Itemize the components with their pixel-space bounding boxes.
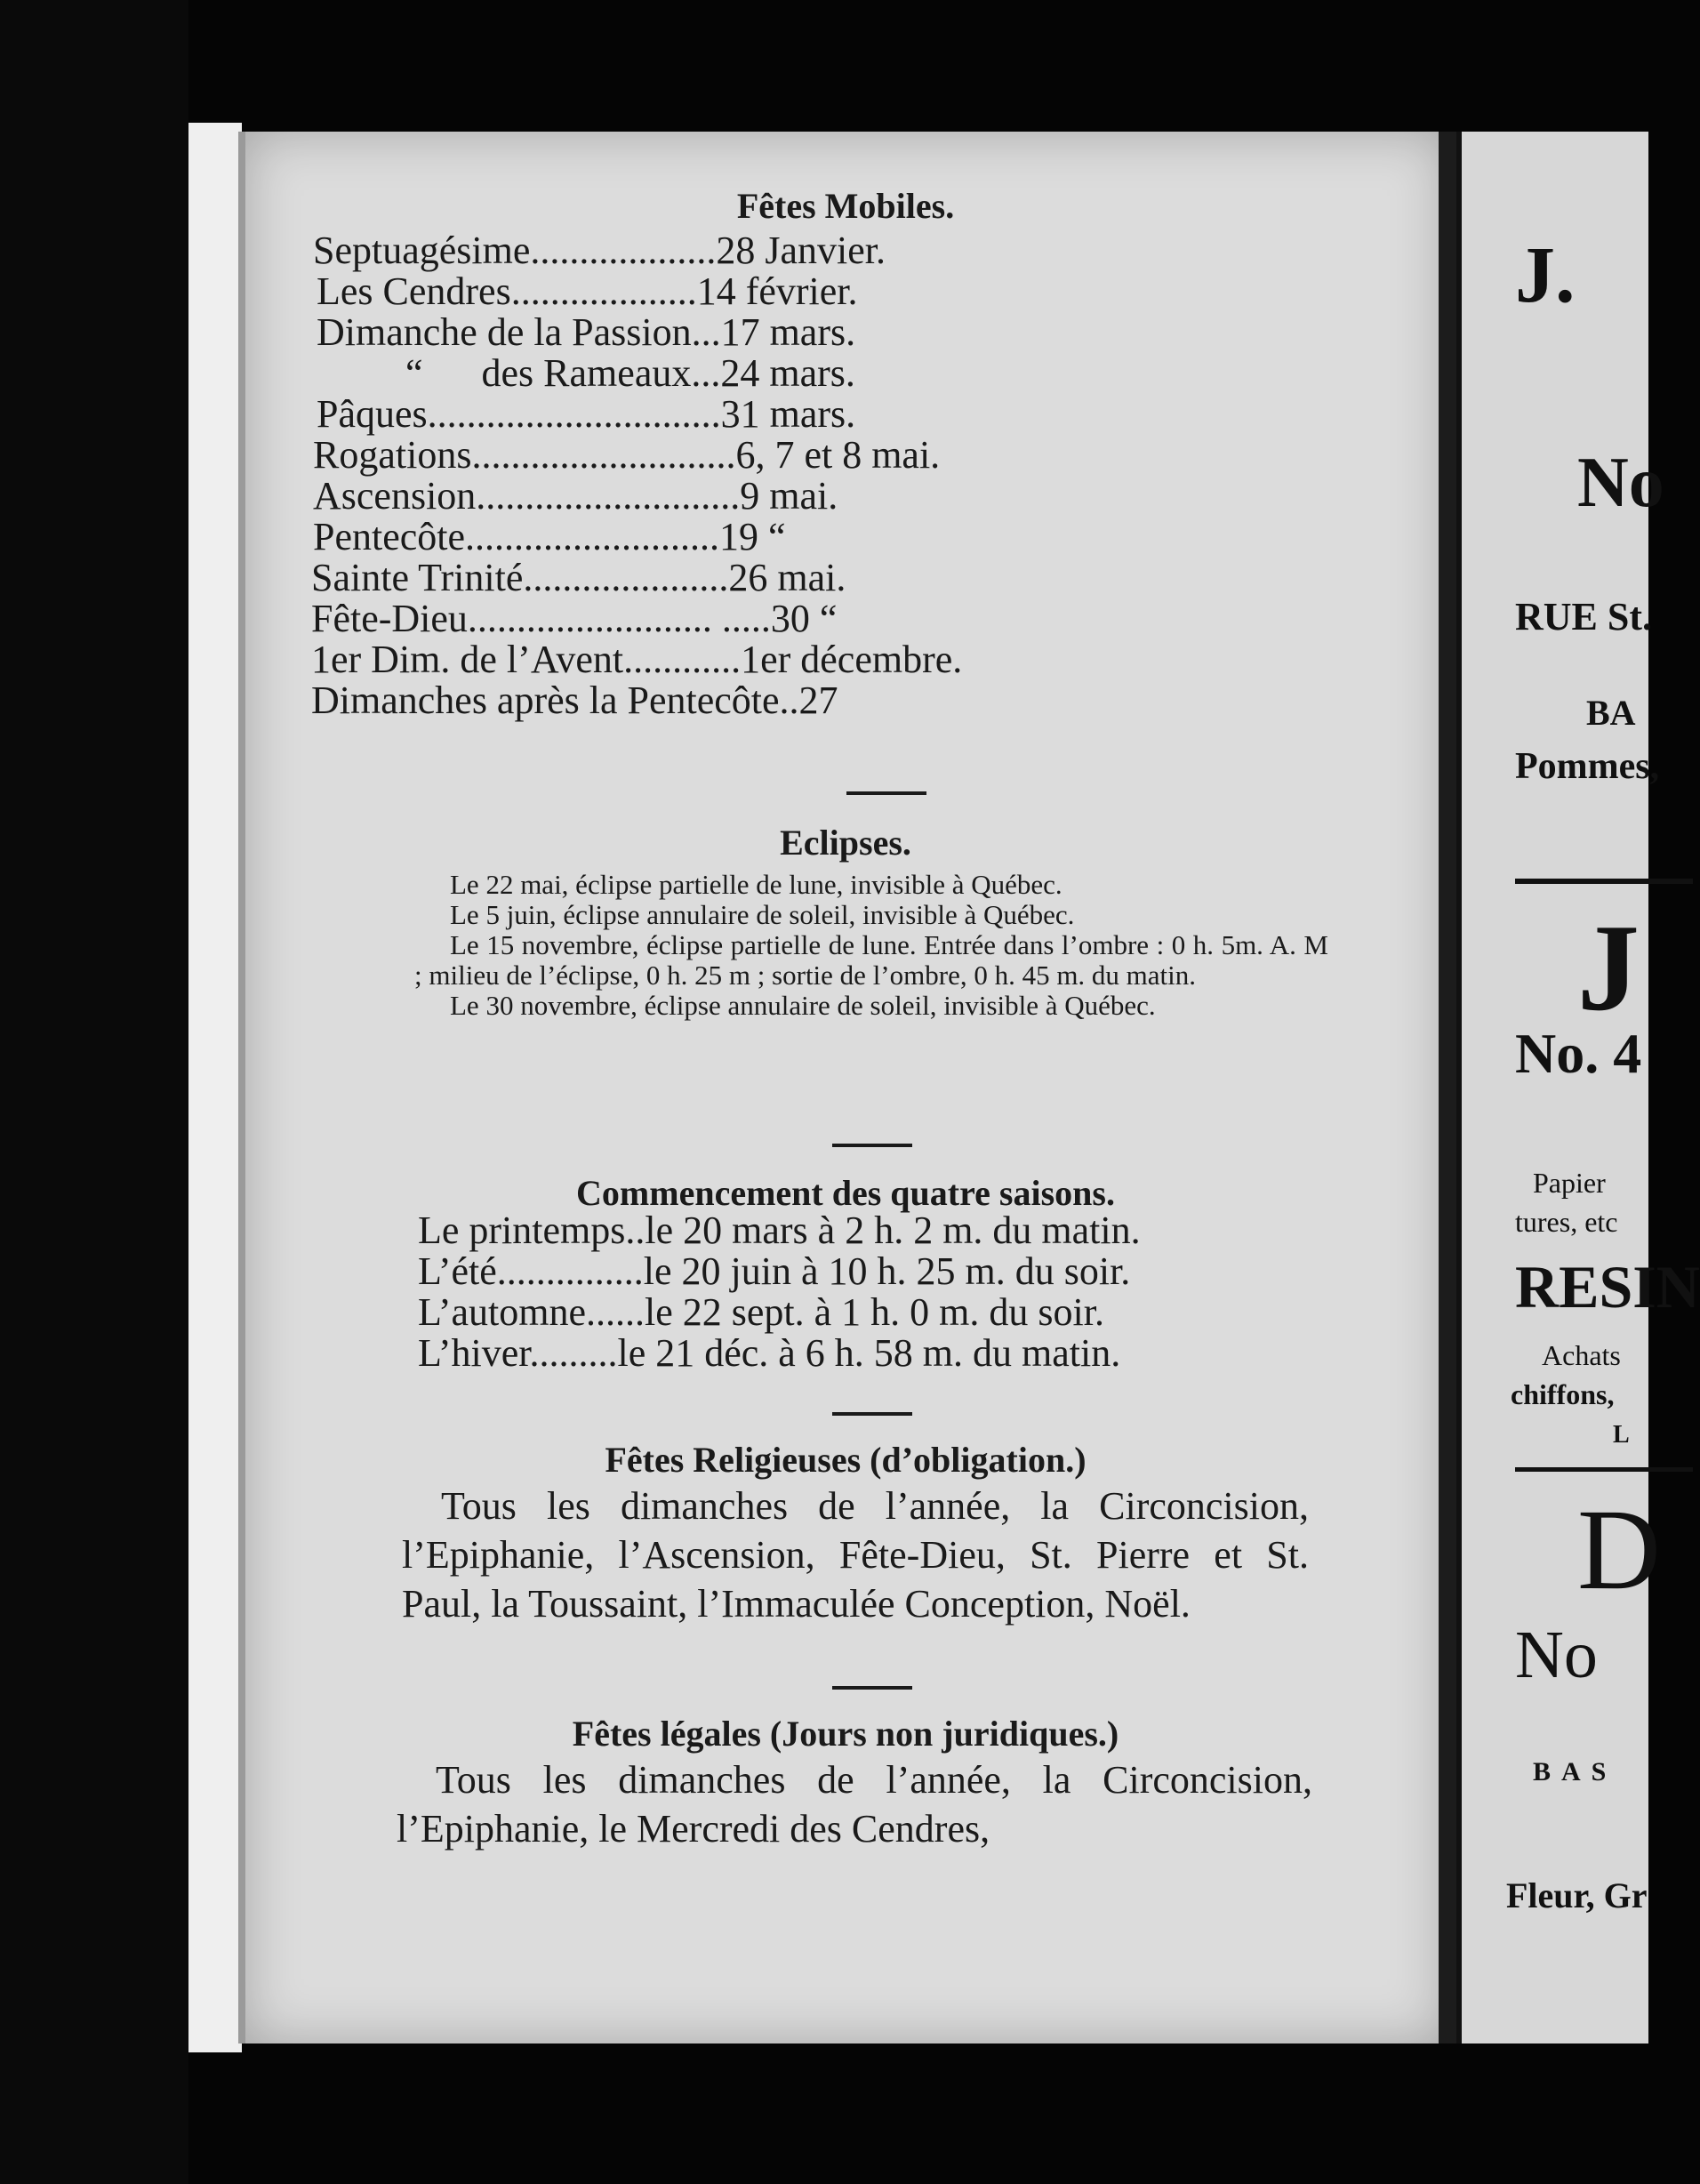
fetes-mobiles-row: Septuagésime...................28 Janvier. bbox=[313, 229, 886, 272]
fetes-mobiles-row: 1er Dim. de l’Avent............1er décembre. bbox=[311, 638, 963, 681]
adjacent-page-text: No bbox=[1515, 1618, 1598, 1692]
adjacent-page-text: tures, etc bbox=[1515, 1206, 1618, 1238]
section-separator bbox=[832, 1412, 912, 1416]
adjacent-page bbox=[1456, 132, 1700, 2043]
fetes-mobiles-row: Ascension...........................9 mai. bbox=[313, 474, 838, 518]
section-separator bbox=[832, 1144, 912, 1147]
adjacent-page-text: RESIN bbox=[1515, 1253, 1700, 1321]
fetes-mobiles-row: Sainte Trinité.....................26 mai. bbox=[311, 556, 846, 599]
adjacent-page-text: Achats bbox=[1542, 1339, 1621, 1371]
adjacent-page-text: No bbox=[1577, 444, 1664, 522]
saison-row: L’été...............le 20 juin à 10 h. 25 m. du soir. bbox=[418, 1249, 1131, 1293]
section-separator bbox=[832, 1686, 912, 1690]
underlying-page-edge bbox=[188, 123, 242, 2052]
adjacent-page-text: No. 4 bbox=[1515, 1022, 1642, 1085]
eclipses-text bbox=[414, 870, 1328, 1021]
fetes-religieuses-title: Fêtes Religieuses (d’obligation.) bbox=[605, 1440, 1087, 1480]
adjacent-page-text: J. bbox=[1515, 231, 1576, 319]
adjacent-page-rule bbox=[1515, 879, 1693, 884]
fetes-mobiles-row: Les Cendres...................14 février. bbox=[317, 269, 858, 313]
fetes-mobiles-row: Fête-Dieu......................... .....30 “ bbox=[311, 597, 838, 640]
fetes-legales-title: Fêtes légales (Jours non juridiques.) bbox=[572, 1714, 1119, 1754]
adjacent-page-text: L bbox=[1613, 1421, 1630, 1449]
section-separator bbox=[846, 791, 926, 795]
eclipse-paragraph: Le 30 novembre, éclipse annulaire de soleil, invisible à Québec. bbox=[450, 990, 1156, 1021]
adjacent-page-text: J bbox=[1577, 899, 1640, 1037]
eclipse-paragraph: Le 15 novembre, éclipse partielle de lune. Entrée dans l’ombre : 0 h. 5m. A. M ; milieu de l’éclipse, 0 h. 25 m ; sortie de l’ombre, 0 h. 45 m. du matin. bbox=[414, 929, 1328, 991]
fetes-mobiles-title: Fêtes Mobiles. bbox=[736, 186, 955, 226]
eclipse-paragraph: Le 5 juin, éclipse annulaire de soleil, invisible à Québec. bbox=[450, 899, 1075, 930]
eclipses-title: Eclipses. bbox=[780, 823, 911, 863]
adjacent-page-text: chiffons, bbox=[1511, 1378, 1615, 1410]
fetes-legales-text: Tous les dimanches de l’année, la Circoncision, l’Epiphanie, le Mercredi des Cendres, bbox=[397, 1758, 1312, 1851]
adjacent-page-text: Fleur, Gr bbox=[1506, 1875, 1648, 1915]
book-gutter bbox=[1439, 132, 1458, 2043]
almanac-page bbox=[238, 132, 1446, 2043]
fetes-mobiles-row: Pâques..............................31 mars. bbox=[317, 392, 856, 436]
eclipse-paragraph: Le 22 mai, éclipse partielle de lune, invisible à Québec. bbox=[450, 869, 1062, 900]
fetes-mobiles-row: Dimanches après la Pentecôte..27 bbox=[311, 678, 838, 722]
adjacent-page-text: D bbox=[1577, 1486, 1661, 1614]
adjacent-page-text: Pommes, bbox=[1515, 746, 1660, 787]
saison-row: L’automne......le 22 sept. à 1 h. 0 m. du soir. bbox=[418, 1290, 1104, 1334]
adjacent-page-text: Papier bbox=[1533, 1167, 1606, 1199]
saisons-title: Commencement des quatre saisons. bbox=[576, 1173, 1115, 1213]
fetes-mobiles-row: Dimanche de la Passion...17 mars. bbox=[317, 310, 856, 354]
fetes-mobiles-row: “ des Rameaux...24 mars. bbox=[405, 351, 855, 395]
saison-row: L’hiver.........le 21 déc. à 6 h. 58 m. du matin. bbox=[418, 1331, 1121, 1375]
scan-border-left bbox=[0, 0, 188, 2184]
saison-row: Le printemps..le 20 mars à 2 h. 2 m. du matin. bbox=[418, 1208, 1141, 1252]
fetes-mobiles-row: Pentecôte..........................19 “ bbox=[313, 515, 786, 558]
fetes-mobiles-row: Rogations...........................6, 7 et 8 mai. bbox=[313, 433, 941, 477]
adjacent-page-text: RUE St. bbox=[1515, 595, 1653, 638]
adjacent-page-text: BA bbox=[1586, 693, 1636, 733]
adjacent-page-rule bbox=[1515, 1467, 1693, 1472]
fetes-religieuses-text: Tous les dimanches de l’année, la Circoncision, l’Epiphanie, l’Ascension, Fête-Dieu, St. Pierre et St. Paul, la Toussaint, l’Immaculée Conception, Noël. bbox=[402, 1484, 1309, 1626]
adjacent-page-text: BAS bbox=[1533, 1757, 1617, 1787]
